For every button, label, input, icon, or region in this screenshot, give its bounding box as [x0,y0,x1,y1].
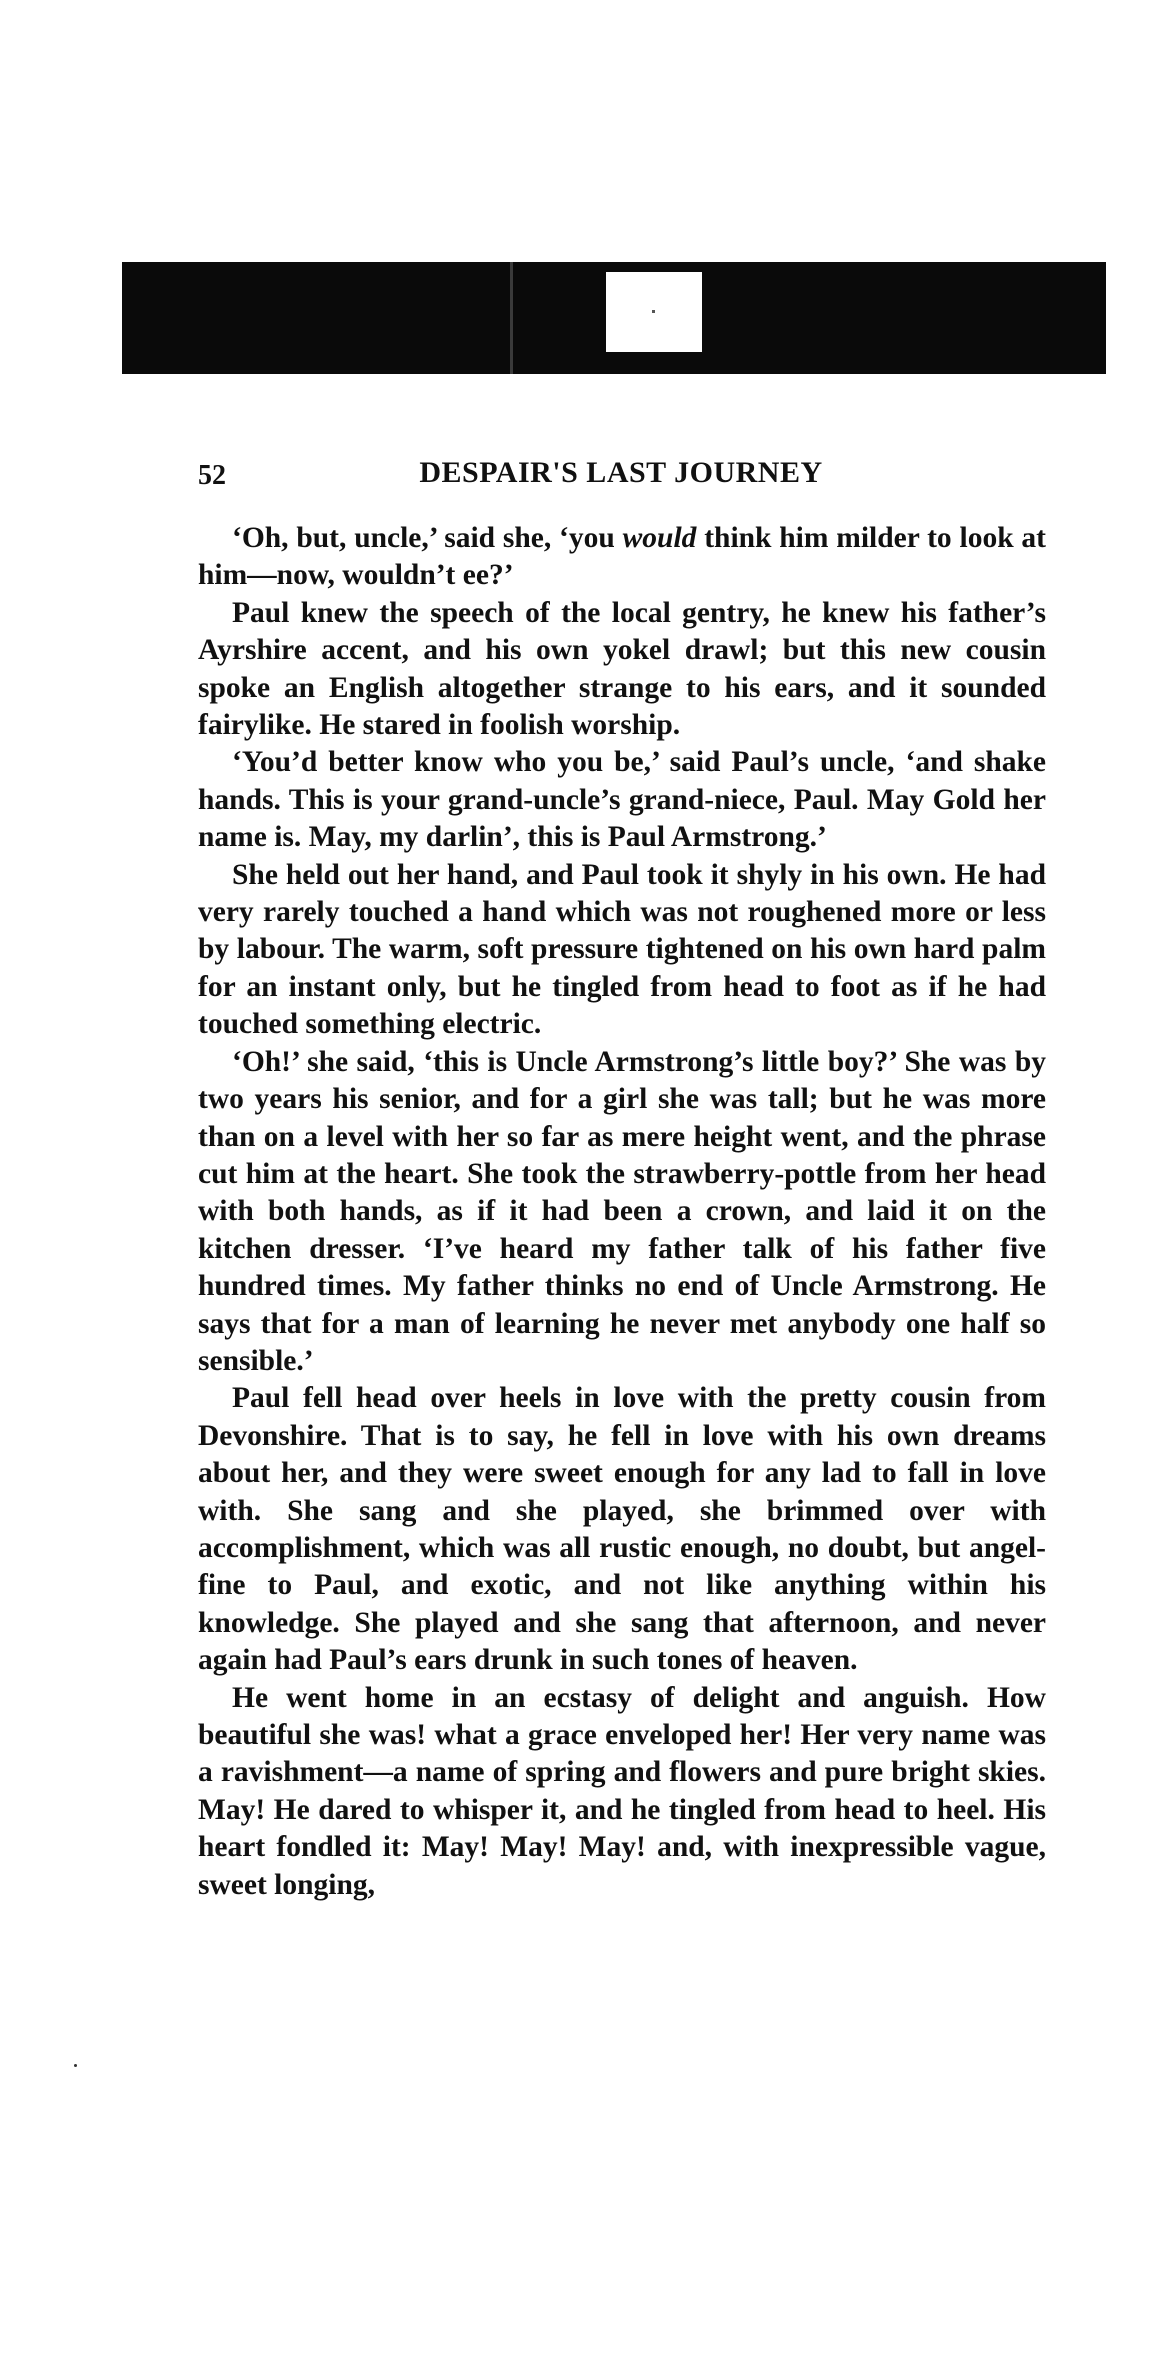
scan-speck [652,310,655,313]
running-title: DESPAIR'S LAST JOURNEY [419,456,823,489]
paragraph-1-before: ‘Oh, but, uncle,’ said she, ‘you [232,522,623,554]
scan-margin-bar [122,262,1106,374]
paragraph-4: She held out her hand, and Paul took it shyly in his own. He had very rarely touched a hand which was not roughened more or less by labour. The warm, soft pressure tightened on his own hard palm for an instant only, but he tingled from head to foot as if he had touched something electric. [198,858,1046,1041]
paragraph-6: Paul fell head over heels in love with the pretty cousin from Devonshire. That is to say, he fell in love with his own dreams about her, and they were sweet enough for any lad to fall in love with. She sang and she played, she brimmed over with accomplishment, which was all rustic enough, no doubt, but angel-fine to Paul, and exotic, and not like anything within his knowledge. She played and she sang that afternoon, and never again had Paul’s ears drunk in such tones of heaven. [198,1382,1046,1677]
paragraph-7: He went home in an ecstasy of delight and anguish. How beautiful she was! what a grace enveloped her! Her very name was a ravishment—a name of spring and flowers and pure bright skies. May! He dared to whisper it, and he tingled from head to heel. His heart fondled it: May! May! May! and, with inexpressible vague, sweet longing, [198,1681,1046,1901]
page-header [198,456,1044,496]
paragraph-5: ‘Oh!’ she said, ‘this is Uncle Armstrong’s little boy?’ She was by two years his senior, and for a girl she was tall; but he was more than on a level with her so far as mere height went, and the phrase cut him at the heart. She took the strawberry-pottle from her head with both hands, as if it had been a crown, and laid it on the kitchen dresser. ‘I’ve heard my father talk of his father five hundred times. My father thinks no end of Uncle Armstrong. He says that for a man of learning he never met anybody one half so sensible.’ [198,1045,1046,1377]
paragraph-1-after: think him milder to look at him—now, wouldn’t ee?’ [198,522,1046,592]
scan-bar-window [606,272,702,352]
scan-dust-dot [74,2064,77,2067]
paragraph-1 [198,520,1046,595]
body-text [198,520,1046,1904]
paragraph-3: ‘You’d better know who you be,’ said Paul’s uncle, ‘and shake hands. This is your grand-uncle’s grand-niece, Paul. May Gold her name is. May, my darlin’, this is Paul Armstrong.’ [198,746,1046,854]
page-number: 52 [198,460,226,491]
scan-bar-notch [510,262,513,374]
paragraph-1-emphasis: would [622,522,697,554]
paragraph-2: Paul knew the speech of the local gentry, he knew his father’s Ayrshire accent, and his own yokel drawl; but this new cousin spoke an English altogether strange to his ears, and it sounded fairylike. He stared in foolish worship. [198,596,1046,742]
